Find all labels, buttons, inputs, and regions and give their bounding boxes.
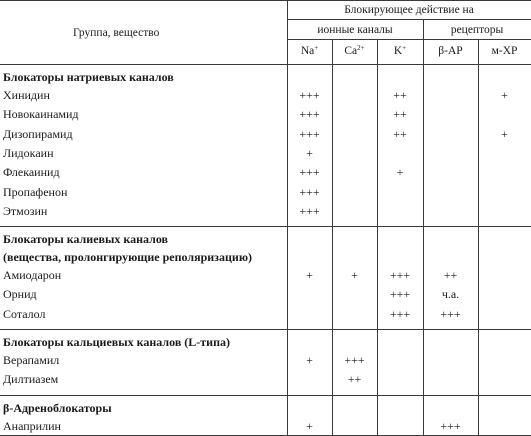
group-header: Группа, вещество	[73, 27, 160, 39]
cell-na: +++	[299, 107, 320, 122]
cell-bar: +++	[440, 306, 461, 321]
cell-ca: +++	[344, 353, 365, 367]
drug-name: Новокаинамид	[3, 107, 79, 122]
column-header-label: Na	[300, 45, 315, 57]
cell-na: +	[306, 145, 313, 160]
section-rule	[0, 226, 531, 227]
cell-na: +++	[299, 126, 320, 141]
column-rule	[478, 39, 479, 435]
cell-k: +	[396, 165, 404, 180]
drug-name: Дилтиазем	[3, 372, 59, 387]
cell-mxr: +	[501, 88, 508, 102]
cell-k: ++	[393, 107, 407, 122]
table-top-rule	[0, 0, 531, 1]
ion-channels-header: ионные каналы	[317, 24, 393, 36]
header-divider-receptors	[423, 19, 424, 64]
column-rule	[423, 64, 424, 435]
drug-name: Лидокаин	[3, 145, 54, 160]
column-header-label: м-ХР	[491, 45, 518, 57]
column-rule	[332, 39, 333, 435]
header-rule-1	[287, 19, 531, 20]
section-rule	[0, 329, 531, 330]
cell-k: +++	[389, 306, 411, 321]
drug-name: Хинидин	[3, 88, 50, 102]
column-header-bar	[423, 43, 478, 59]
drug-name: Анаприлин	[3, 419, 61, 433]
section-rule	[0, 395, 531, 396]
cell-na: +	[306, 419, 313, 433]
section-title: (вещества, пролонгирующие реполяризацию)	[3, 250, 252, 264]
cell-bar: +++	[440, 419, 461, 433]
cell-na: +	[306, 353, 313, 367]
drug-name: Пропафенон	[3, 184, 68, 199]
drug-name: Верапамил	[3, 353, 60, 367]
column-header-mxr	[478, 43, 531, 59]
drug-name: Дизопирамид	[3, 126, 73, 141]
cell-ca: +	[351, 268, 358, 282]
column-header-label: K	[393, 45, 403, 57]
cell-k: +++	[389, 268, 411, 282]
drug-name: Соталол	[3, 306, 46, 321]
drug-name: Флекаинид	[3, 165, 60, 180]
cell-na: +++	[299, 203, 320, 218]
section-rule	[0, 64, 531, 65]
cell-k: +++	[389, 287, 411, 302]
column-header-ca	[332, 43, 377, 59]
cell-na: +++	[299, 165, 320, 180]
column-header-k	[377, 43, 423, 59]
section-title: Блокаторы кальциевых каналов (L-типа)	[3, 335, 231, 349]
section-title: β-Адреноблокаторы	[3, 401, 112, 415]
column-header-superscript: +	[402, 44, 407, 52]
cell-na: +++	[299, 88, 320, 102]
cell-na: +++	[299, 184, 320, 199]
section-title: Блокаторы натриевых каналов	[3, 70, 174, 84]
column-rule	[287, 0, 288, 435]
cell-bar: ++	[443, 268, 458, 282]
receptors-header: рецепторы	[450, 24, 504, 36]
cell-ca: ++	[347, 372, 362, 387]
column-header-superscript: +	[314, 44, 319, 52]
drug-name: Орнид	[3, 287, 37, 302]
drug-name: Этмозин	[3, 203, 48, 218]
blocking-action-header: Блокирующее действие на	[344, 4, 474, 16]
cell-bar: ч.а.	[441, 287, 460, 302]
header-rule-2	[287, 39, 531, 40]
drug-name: Амиодарон	[3, 268, 62, 282]
cell-mxr: +	[501, 126, 508, 141]
cell-na: +	[306, 268, 313, 282]
column-header-label: β-АР	[438, 45, 463, 57]
column-header-label: Ca	[344, 45, 358, 57]
cell-k: ++	[393, 88, 407, 102]
section-title: Блокаторы калиевых каналов	[3, 232, 169, 246]
column-header-superscript: 2+	[357, 44, 365, 52]
cell-k: ++	[393, 126, 407, 141]
column-rule	[377, 39, 378, 435]
column-header-na	[287, 43, 332, 59]
